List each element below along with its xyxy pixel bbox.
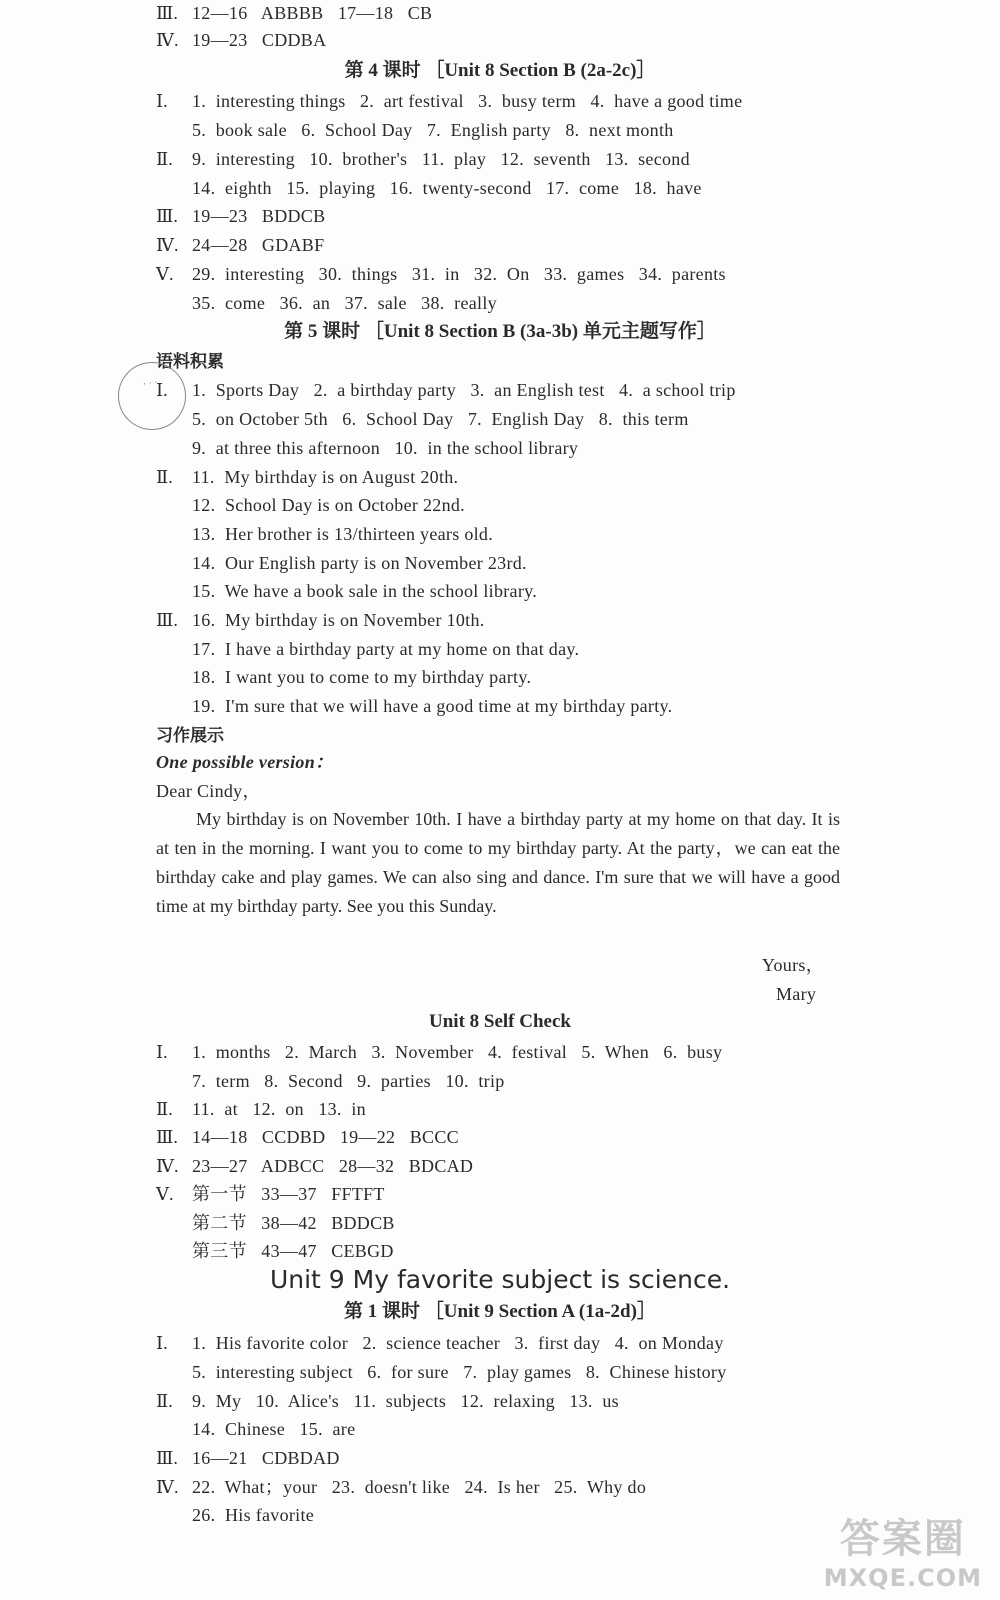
answer-line: 22. What；your 23. doesn't like 24. Is her 25. Why do (192, 1477, 647, 1497)
answer-line: 14. eighth 15. playing 16. twenty-second 17. come 18. have (192, 178, 702, 198)
answer-line: 26. His favorite (192, 1505, 315, 1525)
unit-9-title: Unit 9 My favorite subject is science. (269, 1265, 731, 1294)
answer-line: 17. I have a birthday party at my home on that day. (192, 639, 580, 659)
answer-line: 第二节 38—42 BDDCB (192, 1213, 395, 1233)
answer-line: 14. Our English party is on November 23rd. (192, 553, 527, 573)
answer-line: 19—23 BDDCB (192, 206, 326, 226)
roman-numeral: Ⅳ. (156, 30, 179, 50)
letter-signature: Mary (776, 984, 817, 1004)
roman-numeral: Ⅰ. (156, 1042, 168, 1062)
answer-line: 11. My birthday is on August 20th. (192, 467, 459, 487)
answer-line: 16. My birthday is on November 10th. (192, 610, 485, 630)
letter-closing: Yours， (762, 955, 824, 975)
lesson-4-heading: 第 4 课时 ［Unit 8 Section B (2a-2c)］ (344, 60, 656, 81)
self-check-heading: Unit 8 Self Check (429, 1011, 571, 1032)
roman-numeral: Ⅲ. (156, 206, 178, 226)
answer-line: 19. I'm sure that we will have a good time at my birthday party. (192, 696, 673, 716)
answer-line: 24—28 GDABF (192, 235, 325, 255)
version-label: One possible version： (156, 752, 334, 772)
answer-line: 7. term 8. Second 9. parties 10. trip (192, 1071, 505, 1091)
answer-line: 11. at 12. on 13. in (192, 1099, 366, 1119)
answer-line: 12—16 ABBBB 17—18 CB (192, 3, 433, 23)
answer-line: 5. interesting subject 6. for sure 7. play games 8. Chinese history (192, 1362, 727, 1382)
roman-numeral: Ⅳ. (156, 1477, 179, 1497)
watermark-logo-text: 答案圈 (839, 1516, 966, 1562)
roman-numeral: Ⅱ. (156, 149, 173, 169)
roman-numeral: Ⅱ. (156, 1391, 173, 1411)
roman-numeral: Ⅰ. (156, 91, 168, 111)
unit-9-lesson-1-heading: 第 1 课时 ［Unit 9 Section A (1a-2d)］ (344, 1301, 656, 1322)
subsection-heading: 习作展示 (156, 726, 224, 746)
answer-line: 1. Sports Day 2. a birthday party 3. an English test 4. a school trip (192, 380, 736, 400)
answer-line: 5. on October 5th 6. School Day 7. English Day 8. this term (192, 409, 689, 429)
answer-line: 18. I want you to come to my birthday party. (192, 667, 532, 687)
answer-line: 第三节 43—47 CEBGD (192, 1241, 394, 1261)
answer-line: 35. come 36. an 37. sale 38. really (192, 293, 497, 313)
roman-numeral: Ⅳ. (156, 235, 179, 255)
answer-line: 12. School Day is on October 22nd. (192, 495, 465, 515)
roman-numeral: Ⅴ. (156, 264, 174, 284)
answer-line: 16—21 CDBDAD (192, 1448, 340, 1468)
roman-numeral: Ⅰ. (156, 1333, 168, 1353)
lesson-5-heading: 第 5 课时 ［Unit 8 Section B (3a-3b) 单元主题写作］ (284, 321, 716, 342)
answer-line: 29. interesting 30. things 31. in 32. On 33. games 34. parents (192, 264, 726, 284)
letter-body: My birthday is on November 10th. I have a birthday party at my home on that day. It is at ten in the morning. I want you to come to my birthday party. At the party，we can eat the birthday cake and play games. We can also sing and dance. I'm sure that we will have a good time at my birthday party. See you this Sunday. (156, 809, 840, 916)
roman-numeral: Ⅱ. (156, 1099, 173, 1119)
answer-line: 19—23 CDDBA (192, 30, 327, 50)
roman-numeral: Ⅲ. (156, 3, 178, 23)
roman-numeral: Ⅲ. (156, 1448, 178, 1468)
roman-numeral: Ⅳ. (156, 1156, 179, 1176)
answer-line: 9. interesting 10. brother's 11. play 12. seventh 13. second (192, 149, 690, 169)
roman-numeral: Ⅰ. (156, 380, 168, 400)
stamp-seal-icon: · · · (114, 358, 191, 435)
answer-line: 第一节 33—37 FFTFT (192, 1184, 385, 1204)
watermark-url: MXQE.COM (823, 1564, 982, 1592)
site-watermark (824, 1507, 982, 1592)
answer-line: 1. interesting things 2. art festival 3. busy term 4. have a good time (192, 91, 743, 111)
answer-line: 9. at three this afternoon 10. in the school library (192, 438, 579, 458)
answer-line: 5. book sale 6. School Day 7. English party 8. next month (192, 120, 674, 140)
answer-line: 15. We have a book sale in the school library. (192, 581, 538, 601)
roman-numeral: Ⅱ. (156, 467, 173, 487)
roman-numeral: Ⅴ. (156, 1184, 174, 1204)
subsection-heading: 语料积累 (156, 352, 224, 372)
roman-numeral: Ⅲ. (156, 1127, 178, 1147)
answer-line: 9. My 10. Alice's 11. subjects 12. relaxing 13. us (192, 1391, 619, 1411)
letter-salutation: Dear Cindy， (156, 781, 261, 801)
answer-line: 14—18 CCDBD 19—22 BCCC (192, 1127, 459, 1147)
answer-line: 1. His favorite color 2. science teacher 3. first day 4. on Monday (192, 1333, 724, 1353)
answer-line: 23—27 ADBCC 28—32 BDCAD (192, 1156, 474, 1176)
roman-numeral: Ⅲ. (156, 610, 178, 630)
answer-line: 13. Her brother is 13/thirteen years old. (192, 524, 494, 544)
answer-line: 1. months 2. March 3. November 4. festival 5. When 6. busy (192, 1042, 723, 1062)
answer-line: 14. Chinese 15. are (192, 1419, 356, 1439)
